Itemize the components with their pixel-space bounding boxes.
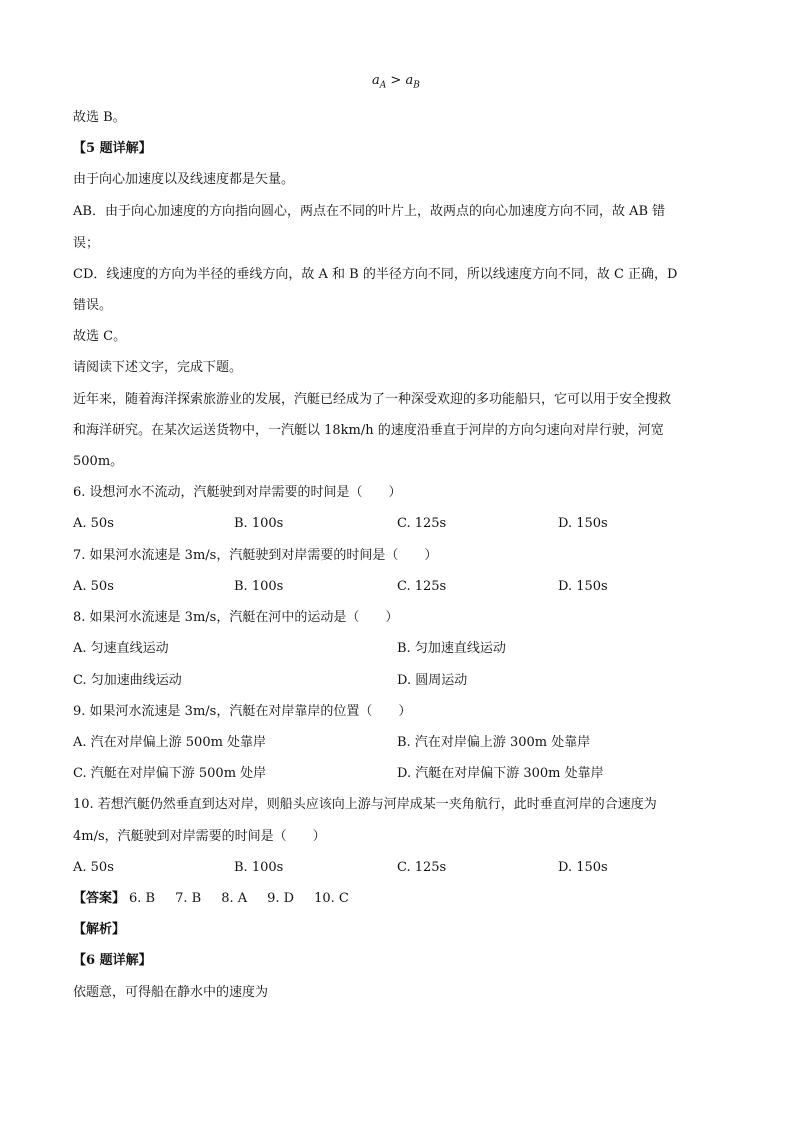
q8-option-d: D. 圆周运动 (397, 673, 468, 688)
question-7: 7. 如果河水流速是 3m/s，汽艇驶到对岸需要的时间是（ ） (73, 548, 438, 563)
reading-instruction: 请阅读下述文字，完成下题。 (73, 360, 243, 375)
q9-option-b: B. 汽在对岸偏上游 300m 处靠岸 (397, 735, 591, 750)
q7-option-a: A. 50s (73, 579, 114, 594)
q9-option-a: A. 汽在对岸偏上游 500m 处靠岸 (73, 735, 267, 750)
answer-item: 10. C (314, 891, 349, 906)
q7-option-d: D. 150s (558, 579, 608, 594)
q7-option-b: B. 100s (234, 579, 284, 594)
q6-option-b: B. 100s (234, 516, 284, 531)
question-6: 6. 设想河水不流动，汽艇驶到对岸需要的时间是（ ） (73, 485, 402, 500)
paragraph-line: 依题意，可得船在静水中的速度为 (73, 985, 269, 1000)
answer-item: 9. D (267, 891, 295, 906)
q6-detail-heading: 【6 题详解】 (73, 953, 152, 968)
q8-option-b: B. 匀加速直线运动 (397, 641, 506, 656)
paragraph-line: CD．线速度的方向为半径的垂线方向，故 A 和 B 的半径方向不同，所以线速度方向不同，故 C 正确，D (73, 267, 678, 282)
answer-label: 【答案】 (73, 891, 126, 906)
question-10-line1: 10. 若想汽艇仍然垂直到达对岸，则船头应该向上游与河岸成某一夹角航行，此时垂直河岸的合速度为 (73, 797, 657, 812)
q9-option-c: C. 汽艇在对岸偏下游 500m 处岸 (73, 766, 267, 781)
q9-option-d: D. 汽艇在对岸偏下游 300m 处靠岸 (397, 766, 604, 781)
q6-option-a: A. 50s (73, 516, 114, 531)
paragraph-line: AB．由于向心加速度的方向指向圆心，两点在不同的叶片上，故两点的向心加速度方向不同，故 AB 错 (73, 204, 666, 219)
conclusion-c: 故选 C。 (73, 329, 127, 344)
conclusion-b: 故选 B。 (73, 110, 126, 125)
question-8: 8. 如果河水流速是 3m/s，汽艇在河中的运动是（ ） (73, 610, 399, 625)
q10-option-d: D. 150s (558, 860, 608, 875)
answer-row (73, 891, 369, 907)
passage-line: 近年来，随着海洋探索旅游业的发展，汽艇已经成为了一种深受欢迎的多功能船只，它可以用于安全搜救 (73, 392, 672, 407)
q5-detail-heading: 【5 题详解】 (73, 141, 152, 156)
question-9: 9. 如果河水流速是 3m/s，汽艇在对岸靠岸的位置（ ） (73, 704, 412, 719)
q8-option-c: C. 匀加速曲线运动 (73, 673, 182, 688)
question-10-line2: 4m/s，汽艇驶到对岸需要的时间是（ ） (73, 829, 326, 844)
formula-aA-gt-aB: $a_A > a_B$ (372, 73, 420, 91)
q10-option-a: A. 50s (73, 860, 114, 875)
q7-option-c: C. 125s (397, 579, 447, 594)
q10-option-b: B. 100s (234, 860, 284, 875)
paragraph-line: 误； (73, 236, 100, 251)
q8-option-a: A. 匀速直线运动 (73, 641, 169, 656)
passage-line: 500m。 (73, 454, 124, 469)
passage-line: 和海洋研究。在某次运送货物中，一汽艇以 18km/h 的速度沿垂直于河岸的方向匀速向对岸行驶，河宽 (73, 423, 664, 438)
q6-option-d: D. 150s (558, 516, 608, 531)
answer-item: 6. B (129, 891, 156, 906)
q10-option-c: C. 125s (397, 860, 447, 875)
q6-option-c: C. 125s (397, 516, 447, 531)
paragraph-line: 由于向心加速度以及线速度都是矢量。 (73, 172, 295, 187)
paragraph-line: 错误。 (73, 298, 113, 313)
answer-item: 8. A (221, 891, 248, 906)
analysis-heading: 【解析】 (73, 922, 126, 937)
answer-item: 7. B (175, 891, 202, 906)
